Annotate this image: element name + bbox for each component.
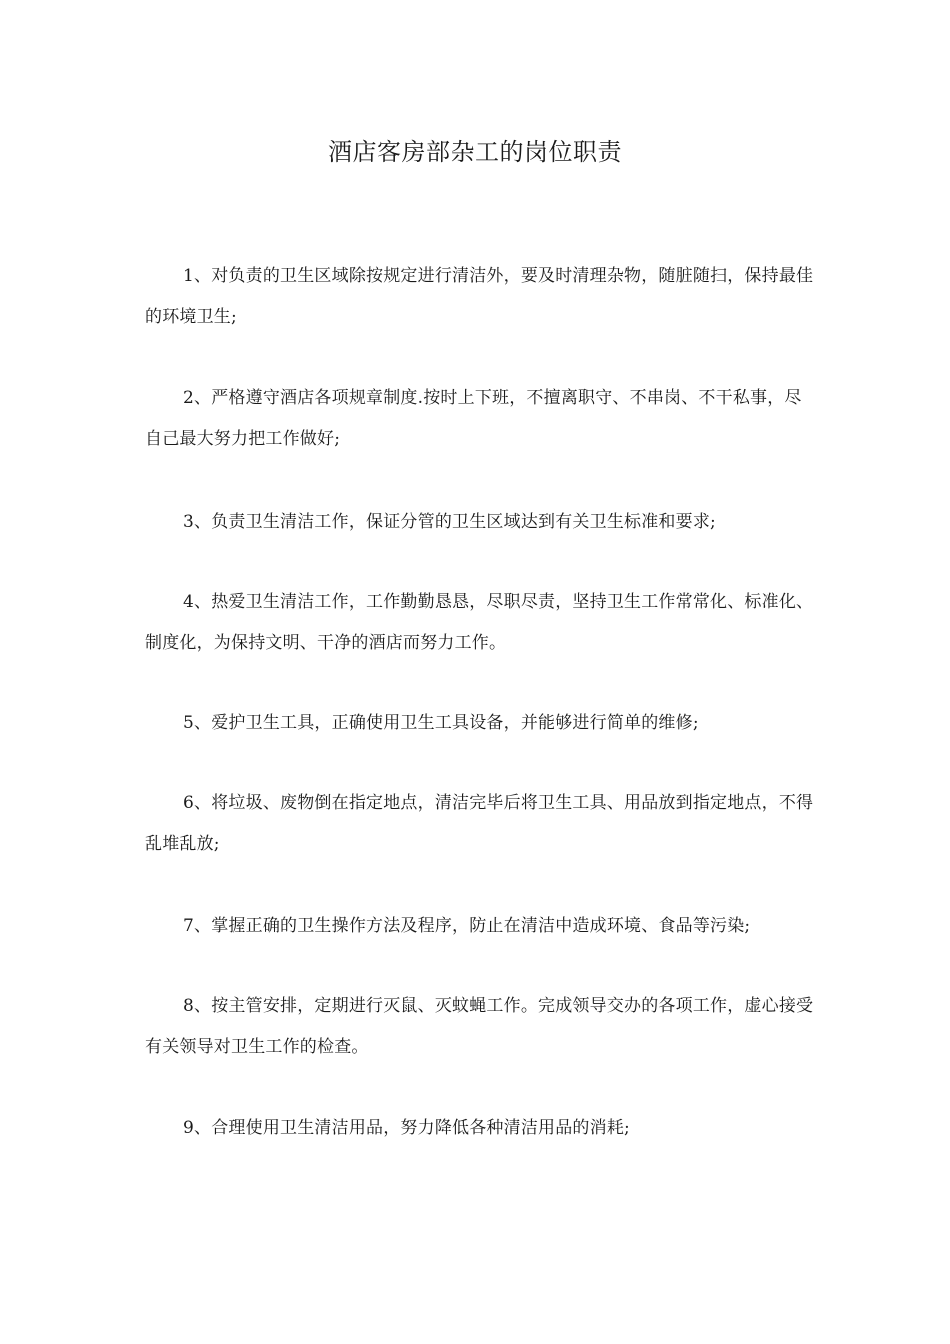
duty-item-6: 6、将垃圾、废物倒在指定地点，清洁完毕后将卫生工具、用品放到指定地点，不得乱堆乱放; (145, 793, 814, 854)
duty-item-1: 1、对负责的卫生区域除按规定进行清洁外，要及时清理杂物，随脏随扫，保持最佳的环境卫生; (145, 266, 814, 327)
duty-item-4: 4、热爱卫生清洁工作，工作勤勤恳恳，尽职尽责，坚持卫生工作常常化、标准化、制度化，为保持文明、干净的酒店而努力工作。 (145, 592, 814, 653)
duty-item-5: 5、爱护卫生工具，正确使用卫生工具设备，并能够进行简单的维修; (183, 713, 699, 733)
duty-item-2: 2、严格遵守酒店各项规章制度.按时上下班，不擅离职守、不串岗、不干私事，尽自己最大努力把工作做好; (145, 388, 802, 449)
duty-item-3: 3、负责卫生清洁工作，保证分管的卫生区域达到有关卫生标准和要求; (183, 512, 716, 532)
duty-item-9: 9、合理使用卫生清洁用品，努力降低各种清洁用品的消耗; (183, 1118, 630, 1138)
document-title: 酒店客房部杂工的岗位职责 (328, 138, 622, 166)
duty-item-8: 8、按主管安排，定期进行灭鼠、灭蚊蝇工作。完成领导交办的各项工作，虚心接受有关领导对卫生工作的检查。 (145, 996, 814, 1057)
duty-item-7: 7、掌握正确的卫生操作方法及程序，防止在清洁中造成环境、食品等污染; (183, 916, 751, 936)
